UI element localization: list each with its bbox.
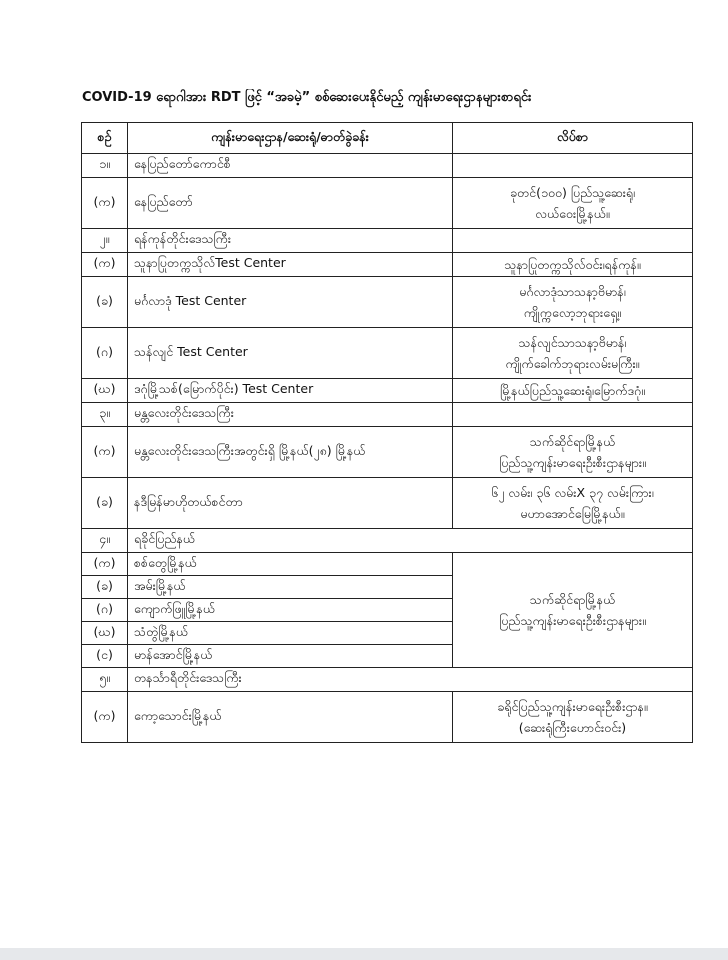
address-line: (ဆေးရုံကြီးဟောင်းဝင်း): [518, 720, 627, 735]
row-no: (ဂ): [82, 599, 128, 622]
viewer-bottom-bar: [0, 948, 728, 960]
address-line: ကျိုက္ကလော့ဘုရားရှေ့။: [523, 305, 622, 320]
row-facility: ကျောက်ဖြူမြို့နယ်: [128, 599, 453, 622]
address-line: မဟာအောင်မြေမြို့နယ်။: [520, 506, 625, 521]
table-row: [82, 229, 693, 253]
row-facility: သန်လျင် Test Center: [128, 328, 453, 379]
address-line: သန်လျင်သာသနာ့ဗိမာန်၊: [518, 335, 627, 350]
row-no: (ဂ): [82, 328, 128, 379]
address-line: ခရိုင်ပြည်သူ့ကျန်းမာရေးဦးစီးဌာန။: [497, 699, 648, 714]
table-row: [82, 178, 693, 229]
row-facility: ဒဂုံမြို့သစ်(မြောက်ပိုင်း) Test Center: [128, 379, 453, 403]
table-row: [82, 403, 693, 427]
row-facility: သံတွဲမြို့နယ်: [128, 622, 453, 645]
address-line: သက်ဆိုင်ရာမြို့နယ်: [529, 434, 616, 449]
address-line: ခုတင်(၁၀၀) ပြည်သူ့ဆေးရုံ၊: [509, 185, 636, 200]
table-row: [82, 277, 693, 328]
row-region: မန္တလေးတိုင်းဒေသကြီး: [128, 403, 453, 427]
row-facility: ကော့သောင်းမြို့နယ်: [128, 692, 453, 743]
table-row: [82, 692, 693, 743]
table-row: [82, 427, 693, 478]
row-no: ၅။: [82, 668, 128, 692]
table-header-row: [82, 123, 693, 154]
header-address: လိပ်စာ: [453, 123, 693, 154]
row-region: နေပြည်တော်ကောင်စီ: [128, 154, 453, 178]
row-facility: အမ်းမြို့နယ်: [128, 576, 453, 599]
row-address: [453, 277, 693, 328]
table-row: [82, 668, 693, 692]
row-no: ၂။: [82, 229, 128, 253]
row-address: သူနာပြုတက္ကသိုလ်ဝင်း၊ရန်ကုန်။: [453, 253, 693, 277]
table-row: [82, 478, 693, 529]
row-facility: နေပြည်တော်: [128, 178, 453, 229]
table-row: [82, 154, 693, 178]
table-row: [82, 379, 693, 403]
row-no: (ခ): [82, 478, 128, 529]
row-facility: မာန်အောင်မြို့နယ်: [128, 645, 453, 668]
row-no: (က): [82, 553, 128, 576]
row-region: ရန်ကုန်တိုင်းဒေသကြီး: [128, 229, 453, 253]
row-no: (ခ): [82, 277, 128, 328]
row-address: [453, 328, 693, 379]
row-address: [453, 478, 693, 529]
address-line: မင်္ဂလာဒုံသာသနာ့ဗိမာန်၊: [519, 284, 626, 299]
row-region: တနင်္သာရီတိုင်းဒေသကြီး: [128, 668, 693, 692]
health-facilities-table: [81, 122, 693, 743]
row-no: (က): [82, 692, 128, 743]
table-row: [82, 328, 693, 379]
address-line: သက်ဆိုင်ရာမြို့နယ်: [529, 592, 616, 607]
table-row: [82, 553, 693, 576]
row-no: (ဃ): [82, 622, 128, 645]
table-row: [82, 529, 693, 553]
row-no: (ခ): [82, 576, 128, 599]
row-address: [453, 692, 693, 743]
row-address: [453, 403, 693, 427]
row-no: ၃။: [82, 403, 128, 427]
table-row: [82, 253, 693, 277]
address-line: လယ်ဝေးမြို့နယ်။: [535, 206, 610, 221]
address-line: ပြည်သူ့ကျန်းမာရေးဦးစီးဌာနများ။: [499, 613, 646, 628]
header-no: စဉ်: [82, 123, 128, 154]
row-address-merged: [453, 553, 693, 668]
row-facility: မန္တလေးတိုင်းဒေသကြီးအတွင်းရှိ မြို့နယ်(၂၈) မြို့နယ်: [128, 427, 453, 478]
row-address: [453, 427, 693, 478]
row-no: (က): [82, 427, 128, 478]
row-region: ရခိုင်ပြည်နယ်: [128, 529, 693, 553]
row-facility: စစ်တွေမြို့နယ်: [128, 553, 453, 576]
row-facility: သူနာပြုတက္ကသိုလ်Test Center: [128, 253, 453, 277]
document-title: COVID-19 ရောဂါအား RDT ဖြင့် “အခမဲ့” စစ်ဆေးပေးနိုင်မည့် ကျန်းမာရေးဌာနများစာရင်း: [82, 90, 532, 105]
row-no: ၁။: [82, 154, 128, 178]
row-no: (က): [82, 178, 128, 229]
header-facility: ကျန်းမာရေးဌာန/ဆေးရုံ/ဓာတ်ခွဲခန်း: [128, 123, 453, 154]
row-no: (င): [82, 645, 128, 668]
row-address: မြို့နယ်ပြည်သူ့ဆေးရုံ၊မြောက်ဒဂုံ။: [453, 379, 693, 403]
row-no: ၄။: [82, 529, 128, 553]
row-address: [453, 229, 693, 253]
address-line: ကျိုက်ခေါက်ဘုရားလမ်းမကြီး။: [505, 356, 640, 371]
row-facility: မင်္ဂလာဒုံ Test Center: [128, 277, 453, 328]
address-line: ပြည်သူ့ကျန်းမာရေးဦးစီးဌာနများ။: [499, 455, 646, 470]
address-line: ၆၂ လမ်း၊ ၃၆ လမ်းX ၃၇ လမ်းကြား၊: [491, 485, 654, 500]
row-no: (ဃ): [82, 379, 128, 403]
row-address: [453, 154, 693, 178]
row-facility: နဒီမြန်မာဟိုတယ်စင်တာ: [128, 478, 453, 529]
row-no: (က): [82, 253, 128, 277]
row-address: [453, 178, 693, 229]
